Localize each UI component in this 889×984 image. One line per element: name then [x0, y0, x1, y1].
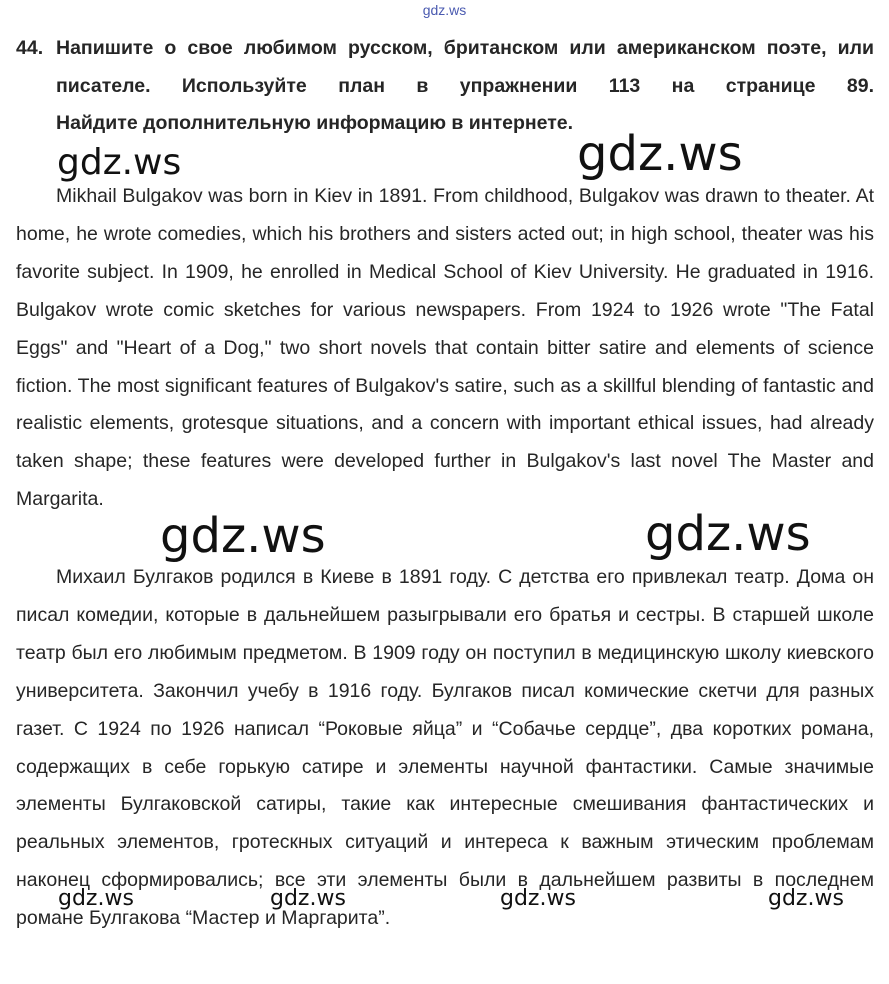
task-line-2: или писателе. Используйте план в упражнении 113 на странице 89. [56, 37, 874, 97]
task-text [56, 30, 874, 143]
task-line-3: Найдите дополнительную информацию в интернете. [56, 112, 574, 134]
watermark-1: gdz.ws [57, 142, 182, 183]
watermark-6: gdz.ws [270, 886, 346, 911]
top-watermark: gdz.ws [422, 2, 467, 18]
watermark-7: gdz.ws [500, 886, 576, 911]
watermark-4: gdz.ws [645, 506, 811, 562]
watermark-8: gdz.ws [768, 886, 844, 911]
task-line-1: Напишите о свое любимом русском, британском или американском поэте, [56, 37, 827, 59]
russian-paragraph: Михаил Булгаков родился в Киеве в 1891 году. С детства его привлекал театр. Дома он писал комедии, которые в дальнейшем разыгрывали его братья и сестры. В старшей школе театр был его любимым предметом. В 1909 году он поступил в медицинскую школу киевского университета. Закончил учебу в 1916 году. Булгаков писал комические скетчи для разных газет. С 1924 по 1926 написал “Роковые яйца” и “Собачье сердце”, два коротких романа, содержащих в себе горькую сатире и элементы научной фантастики. Самые значимые элементы Булгаковской сатиры, такие как интересные смешивания фантастических и реальных элементов, гротескных ситуаций и интереса к важным этическим проблемам наконец сформировались; все эти элементы были в дальнейшем развиты в последнем романе Булгакова “Мастер и Маргарита”. [16, 566, 874, 930]
task-heading [16, 30, 874, 143]
english-paragraph: Mikhail Bulgakov was born in Kiev in 1891. From childhood, Bulgakov was drawn to theater. At home, he wrote comedies, which his brothers and sisters acted out; in high school, theater was his favorite subject. In 1909, he enrolled in Medical School of Kiev University. He graduated in 1916. Bulgakov wrote comic sketches for various newspapers. From 1924 to 1926 wrote "The Fatal Eggs" and "Heart of a Dog," two short novels that contain bitter satire and elements of science fiction. The most significant features of Bulgakov's satire, such as a skillful blending of fantastic and realistic elements, grotesque situations, and a concern with important ethical issues, had already taken shape; these features were developed further in Bulgakov's last novel The Master and Margarita. [16, 185, 874, 511]
task-number: 44. [16, 37, 44, 59]
watermark-2: gdz.ws [577, 126, 743, 182]
watermark-3: gdz.ws [160, 508, 326, 564]
watermark-5: gdz.ws [58, 886, 134, 911]
